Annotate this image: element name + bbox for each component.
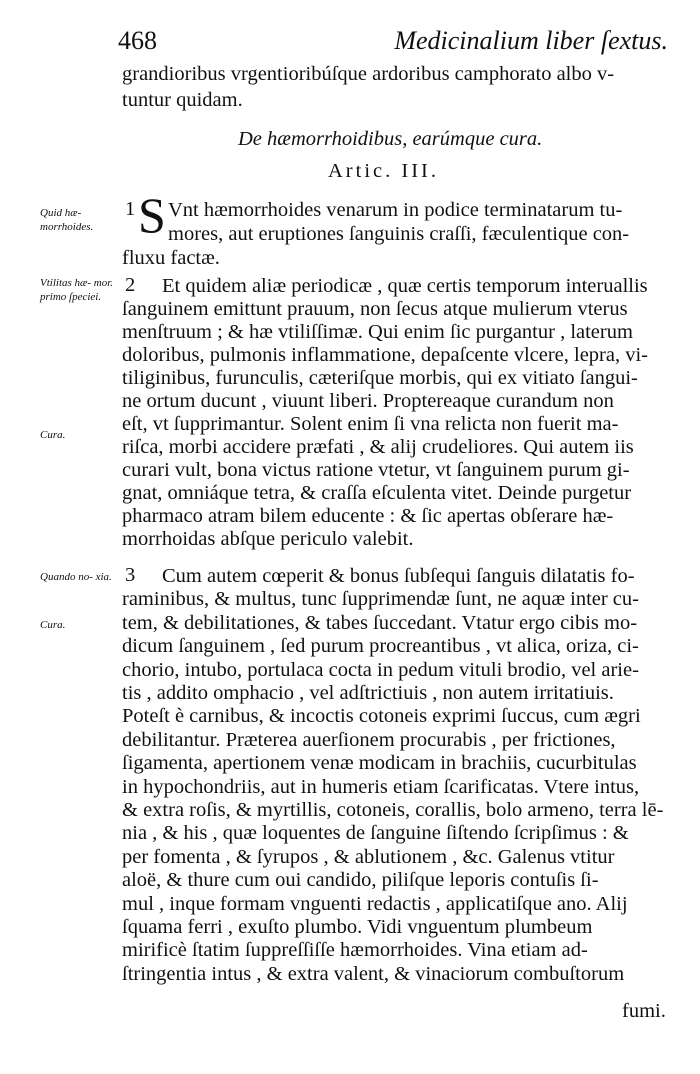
text-line: aloë, & thure cum oui candido, piliſque leporis contuſis ſi- [122, 869, 599, 892]
text-line: in hypochondriis, aut in humeris etiam ſcarificatas. Vtere intus, [122, 775, 640, 798]
text-line: Poteſt è carnibus, & incoctis cotoneis exprimi ſuccus, cum ægri [122, 705, 641, 728]
margin-note: Quid hæ- morrhoides. [40, 207, 94, 233]
margin-note: Vtilitas hæ- mor. primo ſpeciei. [40, 277, 114, 303]
text-line: tis , addito omphacio , vel adſtrictiuis , non autem irritatiuis. [122, 682, 614, 704]
text-line: Et quidem aliæ periodicæ , quæ certis temporum interuallis [162, 275, 648, 297]
running-title: Medicinalium liber ſextus. [394, 26, 668, 55]
article-title: Artic. III. [328, 160, 439, 182]
text-line: nia , & his , quæ loquentes de ſanguine ſiſtendo ſcripſimus : & [122, 822, 629, 845]
text-line: Vnt hæmorrhoides venarum in podice terminatarum tu- [168, 199, 623, 221]
catchword: fumi. [622, 1000, 666, 1022]
text-line: Cum autem cœperit & bonus ſubſequi ſanguis dilatatis fo- [162, 565, 635, 587]
paragraph-number: 2 [125, 274, 136, 296]
text-line: mirificè ſtatim ſuppreſſiſſe hæmorrhoides. Vina etiam ad- [122, 939, 588, 962]
page-number: 468 [118, 26, 157, 55]
paragraph-number: 1 [125, 198, 136, 220]
text-line: doloribus, pulmonis inflammatione, depaſcente vlcere, lepra, vi- [122, 344, 649, 366]
section-title: De hæmorrhoidibus, earúmque cura. [238, 128, 543, 150]
text-line: ſanguinem emittunt prauum, non ſecus atque mulierum vterus [122, 298, 628, 320]
text-line: pharmaco atram bilem educente : & ſic apertas obſerare hæ- [122, 505, 614, 527]
paragraph-number: 3 [125, 564, 136, 586]
margin-note: Quando no- xia. [40, 571, 112, 583]
text-line: per fomenta , & ſyrupos , & ablutionem , &c. Galenus vtitur [122, 845, 615, 868]
text-line: riſca, morbi accidere præfati , & alij crudeliores. Qui autem iis [122, 436, 634, 458]
text-line: chorio, intubo, portulaca cocta in pedum vituli brodio, vel arie- [122, 658, 639, 681]
text-line: dicum ſanguinem , ſed purum procreantibus , vt alica, oriza, ci- [122, 635, 639, 658]
text-line: curari vult, bona victus ratione vtetur, vt ſanguinem purum gi- [122, 459, 630, 481]
text-line: mores, aut eruptiones ſanguinis craſſi, fæculentique con- [168, 223, 630, 245]
text-line: tiliginibus, furunculis, cæteriſque morbis, qui ex vitiato ſangui- [122, 367, 638, 389]
text-line: tem, & debilitationes, & tabes ſuccedant. Vtatur ergo cibis mo- [122, 611, 638, 634]
page-header [118, 26, 678, 66]
text-line: grandioribus vrgentioribúſque ardoribus camphorato albo v- [122, 63, 615, 85]
text-line: morrhoidas abſque periculo valebit. [122, 528, 414, 550]
text-line: ſigamenta, apertionem venæ modicam in brachiis, cucurbitulas [122, 752, 637, 775]
text-line: debilitantur. Præterea auerſionem procurabis , per frictiones, [122, 728, 616, 751]
text-line: & extra roſis, & myrtillis, cotoneis, corallis, bolo armeno, terra lē- [122, 799, 664, 821]
text-line: mul , inque formam vnguenti redactis , applicatiſque ano. Alij [122, 892, 628, 915]
text-line: eſt, vt ſupprimantur. Solent enim ſi vna relicta non fuerit ma- [122, 413, 619, 435]
text-line: ſquama ferri , exuſto plumbo. Vidi vnguentum plumbeum [122, 916, 593, 938]
text-line: ſtringentia intus , & extra valent, & vinaciorum combuſtorum [122, 962, 625, 985]
margin-note: Cura. [40, 429, 66, 441]
text-line: gnat, omniáque tetra, & craſſa eſculenta vitet. Deinde purgetur [122, 482, 632, 504]
text-line: fluxu factæ. [122, 247, 220, 269]
margin-note: Cura. [40, 619, 66, 631]
text-line: menſtruum ; & hæ vtiliſſimæ. Qui enim ſic purgantur , laterum [122, 321, 633, 343]
text-line: tuntur quidam. [122, 89, 243, 111]
text-line: raminibus, & multus, tunc ſupprimendæ ſunt, ne aquæ inter cu- [122, 588, 639, 611]
drop-capital: S [138, 187, 166, 243]
text-line: ne ortum ducunt , viuunt liberi. Proptereaque curandum non [122, 390, 614, 412]
